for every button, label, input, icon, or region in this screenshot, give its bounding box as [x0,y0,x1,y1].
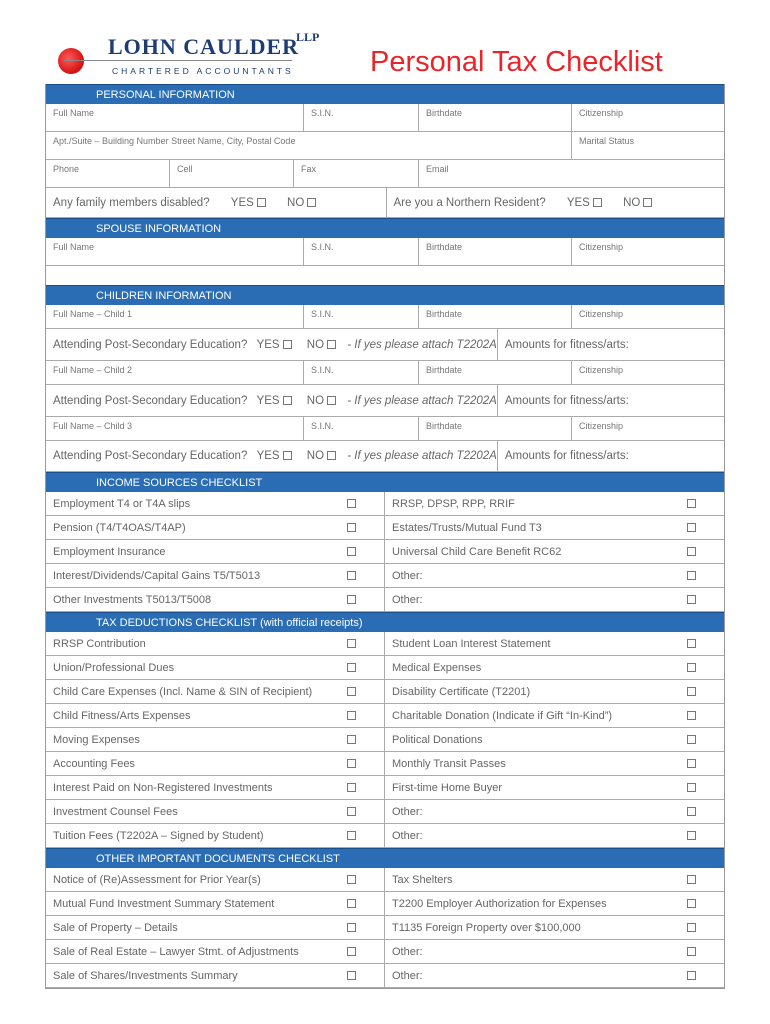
income-checklist [46,492,724,612]
marital-status-field[interactable]: Marital Status [579,136,635,146]
other-docs-right-column [385,868,724,988]
checklist-item[interactable] [46,892,384,916]
checkbox-icon[interactable] [687,947,696,956]
checklist-item[interactable] [46,800,384,824]
northern-question: Are you a Northern Resident? [393,196,546,209]
checklist-item[interactable] [46,564,384,588]
checkbox-icon[interactable] [687,923,696,932]
checklist-item-label: Charitable Donation (Indicate if Gift “In-Kind”) [392,709,613,722]
checklist-item-label: Estates/Trusts/Mutual Fund T3 [392,521,542,534]
checklist-item[interactable] [385,868,724,892]
checkbox-icon[interactable] [687,547,696,556]
checklist-item-label: Universal Child Care Benefit RC62 [392,545,562,558]
checklist-item-label: Sale of Real Estate – Lawyer Stmt. of Adjustments [53,945,299,958]
spouse-row [46,238,724,266]
checklist-item-label: T2200 Employer Authorization for Expenses [392,897,607,910]
child-1-yes-checkbox[interactable] [283,340,292,349]
checkbox-icon[interactable] [687,831,696,840]
checklist-item-label: Child Fitness/Arts Expenses [53,709,191,722]
checkbox-icon[interactable] [347,759,356,768]
checkbox-icon[interactable] [347,687,356,696]
checklist-item-label: RRSP, DPSP, RPP, RRIF [392,497,515,510]
checkbox-icon[interactable] [687,711,696,720]
checklist-item[interactable] [46,824,384,848]
child-3-yes-label: YES [256,450,280,462]
child-1-attach-note: - If yes please attach T2202A [347,338,497,351]
checklist-item[interactable] [46,588,384,612]
checklist-item[interactable] [385,940,724,964]
cell-field[interactable]: Cell [170,160,294,187]
firm-tagline: CHARTERED ACCOUNTANTS [112,66,294,76]
child-2-row [46,361,724,385]
section-header-income: INCOME SOURCES CHECKLIST [46,472,724,492]
child-2-birthdate-field[interactable]: Birthdate [419,361,572,384]
income-left-column [46,492,385,612]
checklist-item-label: Other: [392,969,423,982]
checkbox-icon[interactable] [347,571,356,580]
child-1-no-checkbox[interactable] [327,340,336,349]
checklist-item[interactable] [385,916,724,940]
checkbox-icon[interactable] [687,523,696,532]
child-3-attach-note: - If yes please attach T2202A [347,450,497,462]
checkbox-icon[interactable] [347,783,356,792]
checklist-item-label: Sale of Property – Details [53,921,178,934]
checkbox-icon[interactable] [687,783,696,792]
checkbox-icon[interactable] [687,735,696,744]
checklist-item-label: Medical Expenses [392,661,482,674]
checklist-item-label: Other: [392,805,423,818]
child-1-attending-label: Attending Post-Secondary Education? [53,338,248,351]
section-header-personal: PERSONAL INFORMATION [46,84,724,104]
income-right-column [385,492,724,612]
checklist-item[interactable] [46,680,384,704]
fax-field[interactable]: Fax [294,160,419,187]
spouse-full-name-field[interactable]: Full Name [46,238,304,265]
child-1-education-row [46,329,724,361]
checklist-item[interactable] [385,492,724,516]
checklist-item[interactable] [385,752,724,776]
child-2-citizenship-field[interactable]: Citizenship [579,365,624,375]
checkbox-icon[interactable] [347,807,356,816]
child-2-attach-note: - If yes please attach T2202A [347,394,497,407]
checklist-item-label: Student Loan Interest Statement [392,637,551,650]
checklist-item[interactable] [385,656,724,680]
checklist-item[interactable] [46,704,384,728]
child-3-row [46,417,724,441]
checklist-item[interactable] [385,800,724,824]
checkbox-icon[interactable] [687,663,696,672]
checkbox-icon[interactable] [687,639,696,648]
logo-divider [64,60,292,61]
child-3-education-row [46,441,724,472]
checkbox-icon[interactable] [347,547,356,556]
checklist-item[interactable] [46,964,384,988]
checklist-item-label: RRSP Contribution [53,637,146,650]
checklist-item[interactable] [46,728,384,752]
checkbox-icon[interactable] [687,499,696,508]
section-header-children: CHILDREN INFORMATION [46,285,724,305]
sin-field[interactable]: S.I.N. [304,104,419,131]
child-2-amounts-field[interactable]: Amounts for fitness/arts: [504,394,629,407]
checklist-item-label: Mutual Fund Investment Summary Statement [53,897,275,910]
child-2-education-row [46,385,724,417]
checklist-item-label: Moving Expenses [53,733,140,746]
checklist-item-label: Monthly Transit Passes [392,757,506,770]
other-docs-left-column [46,868,385,988]
child-1-sin-field[interactable]: S.I.N. [304,305,419,328]
checkbox-icon[interactable] [347,923,356,932]
checklist-item[interactable] [385,704,724,728]
checklist-item[interactable] [385,680,724,704]
disabled-no-checkbox[interactable] [307,198,316,207]
personal-row-2 [46,132,724,160]
checklist-item[interactable] [46,632,384,656]
checklist-item-label: Other: [392,829,423,842]
checklist-item-label: Interest Paid on Non-Registered Investments [53,781,273,794]
personal-row-1 [46,104,724,132]
checklist-item[interactable] [385,540,724,564]
checkbox-icon[interactable] [687,595,696,604]
checkbox-icon[interactable] [347,639,356,648]
other-documents-checklist [46,868,724,988]
checkbox-icon[interactable] [347,499,356,508]
checkbox-icon[interactable] [347,711,356,720]
checkbox-icon[interactable] [347,875,356,884]
birthdate-field[interactable]: Birthdate [419,104,572,131]
child-3-yes-checkbox[interactable] [283,451,292,460]
checkbox-icon[interactable] [347,971,356,980]
deductions-right-column [385,632,724,848]
checklist-item-label: T1135 Foreign Property over $100,000 [392,921,581,934]
checklist-item[interactable] [385,728,724,752]
child-1-no-label: NO [306,338,325,351]
citizenship-field[interactable]: Citizenship [579,108,624,118]
checklist-item[interactable] [46,516,384,540]
child-2-no-label: NO [306,394,325,407]
checkbox-icon[interactable] [687,899,696,908]
checklist-item-label: Other: [392,569,423,582]
checklist-item-label: Accounting Fees [53,757,135,770]
section-header-other-documents: OTHER IMPORTANT DOCUMENTS CHECKLIST [46,848,724,868]
firm-name: LOHN CAULDER [108,34,300,59]
child-1-amounts-field[interactable]: Amounts for fitness/arts: [504,338,629,351]
checklist-item[interactable] [385,776,724,800]
personal-row-3 [46,160,724,188]
tax-checklist-form [45,84,725,989]
checkbox-icon[interactable] [347,735,356,744]
child-1-name-field[interactable]: Full Name – Child 1 [46,305,304,328]
section-header-deductions: TAX DEDUCTIONS CHECKLIST (with official receipts) [46,612,724,632]
address-field[interactable]: Apt./Suite – Building Number Street Name, City, Postal Code [46,132,572,159]
checkbox-icon[interactable] [687,571,696,580]
child-3-sin-field[interactable]: S.I.N. [304,417,419,440]
child-2-yes-checkbox[interactable] [283,396,292,405]
checklist-item-label: Other Investments T5013/T5008 [53,593,212,606]
checklist-item[interactable] [385,516,724,540]
checklist-item[interactable] [46,656,384,680]
checklist-item-label: Union/Professional Dues [53,661,175,674]
disabled-no-label: NO [287,196,305,209]
child-2-attending-label: Attending Post-Secondary Education? [53,394,248,407]
child-2-sin-field[interactable]: S.I.N. [304,361,419,384]
checklist-item[interactable] [385,632,724,656]
checklist-item-label: Child Care Expenses (Incl. Name & SIN of Recipient) [53,685,313,698]
checkbox-icon[interactable] [687,875,696,884]
checklist-item-label: Interest/Dividends/Capital Gains T5/T5013 [53,569,261,582]
checkbox-icon[interactable] [347,899,356,908]
checklist-item-label: Other: [392,593,423,606]
checkbox-icon[interactable] [687,687,696,696]
checkbox-icon[interactable] [687,971,696,980]
checklist-item[interactable] [46,752,384,776]
deductions-left-column [46,632,385,848]
checklist-item[interactable] [385,588,724,612]
checkbox-icon[interactable] [347,831,356,840]
checklist-item-label: Other: [392,945,423,958]
child-3-citizenship-field[interactable]: Citizenship [579,421,624,431]
child-2-no-checkbox[interactable] [327,396,336,405]
northern-no-checkbox[interactable] [643,198,652,207]
child-3-no-checkbox[interactable] [327,451,336,460]
phone-field[interactable]: Phone [46,160,170,187]
checklist-item-label: Employment Insurance [53,545,166,558]
disabled-yes-label: YES [230,196,254,209]
checklist-item[interactable] [46,940,384,964]
checklist-item[interactable] [385,824,724,848]
firm-suffix: LLP [296,30,320,44]
spouse-birthdate-field[interactable]: Birthdate [419,238,572,265]
checklist-item[interactable] [385,892,724,916]
logo-circle-icon [58,48,84,74]
checkbox-icon[interactable] [347,947,356,956]
checklist-item-label: Tuition Fees (T2202A – Signed by Student) [53,829,264,842]
checklist-item-label: First-time Home Buyer [392,781,503,794]
checkbox-icon[interactable] [347,523,356,532]
checklist-item[interactable] [46,492,384,516]
disabled-yes-checkbox[interactable] [257,198,266,207]
deductions-checklist [46,632,724,848]
checklist-item-label: Investment Counsel Fees [53,805,178,818]
email-field[interactable]: Email [426,164,449,174]
child-1-yes-label: YES [256,338,280,351]
northern-yes-label: YES [566,196,590,209]
checklist-item[interactable] [385,564,724,588]
spouse-sin-field[interactable]: S.I.N. [304,238,419,265]
child-1-birthdate-field[interactable]: Birthdate [419,305,572,328]
child-1-citizenship-field[interactable]: Citizenship [579,309,624,319]
checklist-item[interactable] [46,916,384,940]
child-3-birthdate-field[interactable]: Birthdate [419,417,572,440]
child-3-amounts-field[interactable]: Amounts for fitness/arts: [504,450,629,462]
checklist-item[interactable] [46,540,384,564]
section-header-spouse: SPOUSE INFORMATION [46,218,724,238]
checkbox-icon[interactable] [347,595,356,604]
checklist-item-label: Sale of Shares/Investments Summary [53,969,238,982]
child-2-yes-label: YES [256,394,280,407]
checklist-item[interactable] [385,964,724,988]
northern-no-label: NO [623,196,641,209]
checklist-item-label: Disability Certificate (T2201) [392,685,531,698]
child-1-row [46,305,724,329]
checklist-item-label: Pension (T4/T4OAS/T4AP) [53,521,186,534]
checklist-item[interactable] [46,776,384,800]
checklist-item-label: Tax Shelters [392,873,453,886]
checklist-item-label: Political Donations [392,733,483,746]
checklist-item-label: Notice of (Re)Assessment for Prior Year(s) [53,873,261,886]
child-3-no-label: NO [306,450,325,462]
full-name-field[interactable]: Full Name [46,104,304,131]
checkbox-icon[interactable] [347,663,356,672]
spouse-citizenship-field[interactable]: Citizenship [579,242,624,252]
page-title: Personal Tax Checklist [370,46,663,78]
checklist-item[interactable] [46,868,384,892]
personal-questions-row [46,188,724,218]
child-3-attending-label: Attending Post-Secondary Education? [53,450,248,462]
checkbox-icon[interactable] [687,807,696,816]
checkbox-icon[interactable] [687,759,696,768]
child-3-name-field[interactable]: Full Name – Child 3 [46,417,304,440]
checklist-item-label: Employment T4 or T4A slips [53,497,191,510]
child-2-name-field[interactable]: Full Name – Child 2 [46,361,304,384]
northern-yes-checkbox[interactable] [593,198,602,207]
firm-logo [58,30,348,82]
disabled-question: Any family members disabled? [53,196,210,209]
